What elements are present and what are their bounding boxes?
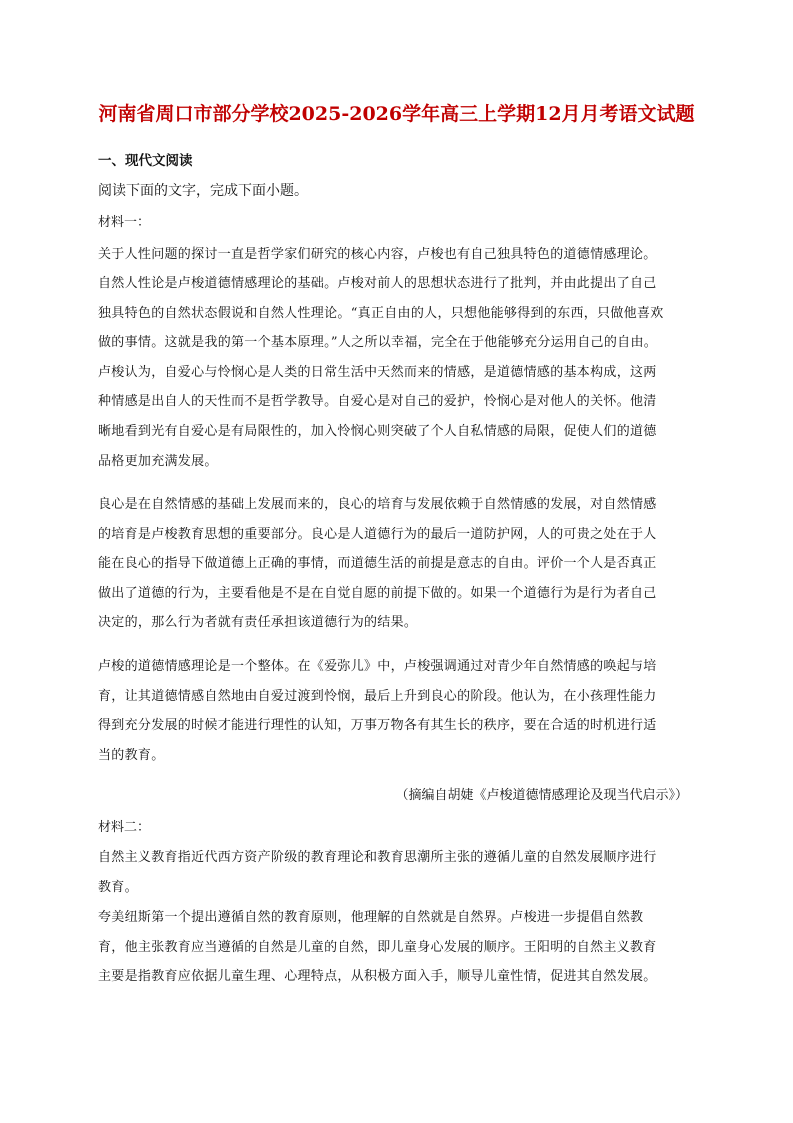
material-1-paragraph: 关于人性问题的探讨一直是哲学家们研究的核心内容，卢梭也有自己独具特色的道德情感理论。 [98, 247, 657, 262]
material-1-source: （摘编自胡婕《卢梭道德情感理论及现当代启示》） [395, 788, 688, 803]
reading-instruction: 阅读下面的文字，完成下面小题。 [98, 183, 308, 199]
material-2-paragraph: 自然主义教育指近代西方资产阶级的教育理论和教育思潮所主张的遵循儿童的自然发展顺序进行 教育。 [98, 850, 657, 895]
document-title: 河南省周口市部分学校2025-2026学年高三上学期12月月考语文试题 [98, 103, 695, 125]
material-1-paragraph: 良心是在自然情感的基础上发展而来的，良心的培育与发展依赖于自然情感的发展，对自然情感 的培育是卢梭教育思想的重要部分。良心是人道德行为的最后一道防护网，人的可贵之处在于人 能在良心的指导下做道德上正确的事情，而道德生活的前提是意志的自由。评价一个人是否真正 做出了道德的行为，主要看他是不是在自觉自愿的前提下做的。如果一个道德行为是行为者自己 决定的，那么行为者就有责任承担该道德行为的结果。 [98, 497, 657, 631]
material-1-paragraph: 自然人性论是卢梭道德情感理论的基础。卢梭对前人的思想状态进行了批判，并由此提出了自己 独具特色的自然状态假说和自然人性理论。“真正自由的人，只想他能够得到的东西，只做他喜欢 做的事情。这就是我的第一个基本原理。”人之所以幸福，完全在于他能够充分运用自己的自由。 卢梭认为，自爱心与怜悯心是人类的日常生活中天然而来的情感，是道德情感的基本构成，这两 种情感是出自人的天性而不是哲学教导。自爱心是对自己的爱护，怜悯心是对他人的关怀。他清 晰地看到光有自爱心是有局限性的，加入怜悯心则突破了个人自私情感的局限，促使人们的道德 品格更加充满发展。 [98, 276, 664, 469]
material-1-paragraph: 卢梭的道德情感理论是一个整体。在《爱弥儿》中，卢梭强调通过对青少年自然情感的唤起与培 育，让其道德情感自然地由自爱过渡到怜悯，最后上升到良心的阶段。他认为，在小孩理性能力 得到充分发展的时候才能进行理性的认知，万事万物各有其生长的秩序，要在合适的时机进行适 当的教育。 [98, 659, 657, 763]
material-2-label: 材料二： [98, 820, 151, 835]
material-1-label: 材料一： [98, 215, 151, 230]
section-heading: 一、现代文阅读 [98, 153, 193, 169]
material-2-paragraph: 夸美纽斯第一个提出遵循自然的教育原则，他理解的自然就是自然界。卢梭进一步提倡自然教 育，他主张教育应当遵循的自然是儿童的自然，即儿童身心发展的顺序。王阳明的自然主义教育 主要是指教育应依据儿童生理、心理特点，从积极方面入手，顺导儿童性情，促进其自然发展。 [98, 910, 657, 985]
